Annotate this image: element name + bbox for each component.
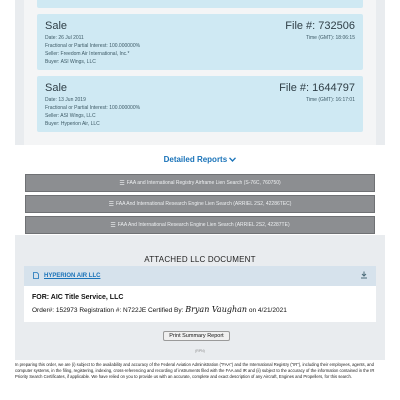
summary-for-line: FOR: AIC Title Service, LLC xyxy=(32,294,124,301)
previous-record-card xyxy=(37,0,363,8)
certification-date: on 4/21/2021 xyxy=(248,307,287,314)
report-button[interactable] xyxy=(25,174,375,192)
chevron-down-icon xyxy=(227,155,236,164)
document-icon xyxy=(33,272,39,281)
file-number: File #: 1644797 xyxy=(279,82,355,94)
detailed-reports-label: Detailed Reports xyxy=(163,155,228,164)
sale-date: Date: 13 Jun 2019 xyxy=(45,97,86,103)
sale-interest: Fractional or Partial Interest: 100.000000% xyxy=(45,105,141,111)
sale-seller: Seller: Freedom Air International, Inc.* xyxy=(45,51,130,57)
sale-date: Date: 26 Jul 2011 xyxy=(45,35,84,41)
attached-document-title: ATTACHED LLC DOCUMENT xyxy=(144,255,256,264)
previous-record-text xyxy=(46,0,89,1)
sale-seller: Seller: ASI Wings, LLC xyxy=(45,113,96,119)
time-gmt: Time (GMT): 16:17:01 xyxy=(306,97,355,103)
sale-buyer: Buyer: ASI Wings, LLC xyxy=(45,59,96,65)
certifier-signature: Bryan Vaughan xyxy=(185,305,248,314)
attached-document-link[interactable]: HYPERION AIR LLC xyxy=(44,273,101,279)
report-button-label: FAA And International Research Engine Lien Search (ARRIEL 2S2, 42287TE) xyxy=(117,222,290,228)
sale-interest: Fractional or Partial Interest: 100.000000% xyxy=(45,43,141,49)
sale-details xyxy=(45,96,140,128)
sale-card xyxy=(37,14,363,70)
file-number: File #: 732506 xyxy=(285,20,355,32)
attached-document-bar xyxy=(24,266,376,286)
time-gmt: Time (GMT): 18:06:15 xyxy=(306,35,355,41)
summary-order-line xyxy=(32,305,287,314)
sale-title: Sale xyxy=(45,20,68,32)
detailed-reports-toggle[interactable] xyxy=(0,155,400,164)
report-button-label: FAA and International Registry Airframe Lien Search (S-76C, 760750) xyxy=(126,180,281,186)
summary-card xyxy=(24,286,376,322)
report-button-label: FAA And International Research Engine Lien Search (ARRIEL 2S2, 42286TEC) xyxy=(115,201,292,207)
sale-buyer: Buyer: Hyperion Air, LLC xyxy=(45,121,100,127)
sale-card xyxy=(37,76,363,132)
report-button[interactable] xyxy=(25,195,375,213)
order-details: Order#: 152973 Registration #: N722JE Certified By: xyxy=(32,307,184,314)
list-icon: ☰ xyxy=(110,222,116,229)
small-note: (RPN) xyxy=(195,349,205,353)
sale-details xyxy=(45,34,140,66)
disclaimer-text: In preparing this order, we are (i) subject to the availability and accuracy of the Federal Aviation Administration ("FAA") and the International Registry ("IR"), including their employees, agents, and computer systems, in the filing, registering, indexing, cross-referencing and recording of instruments filed with the FAA and IR and (ii) subject to the accuracy of the information contained in the IR Priority Search Certificates, if applicable. We have relied on you to provide us with an accurate, complete and exact description of any Aircraft, Engines and Propellers, for this search. xyxy=(15,362,375,379)
print-summary-button[interactable]: Print Summary Report xyxy=(163,331,230,341)
report-button[interactable] xyxy=(25,216,375,234)
download-icon[interactable] xyxy=(360,271,368,281)
sale-title: Sale xyxy=(45,82,68,94)
list-icon: ☰ xyxy=(119,180,125,187)
list-icon: ☰ xyxy=(108,201,114,208)
